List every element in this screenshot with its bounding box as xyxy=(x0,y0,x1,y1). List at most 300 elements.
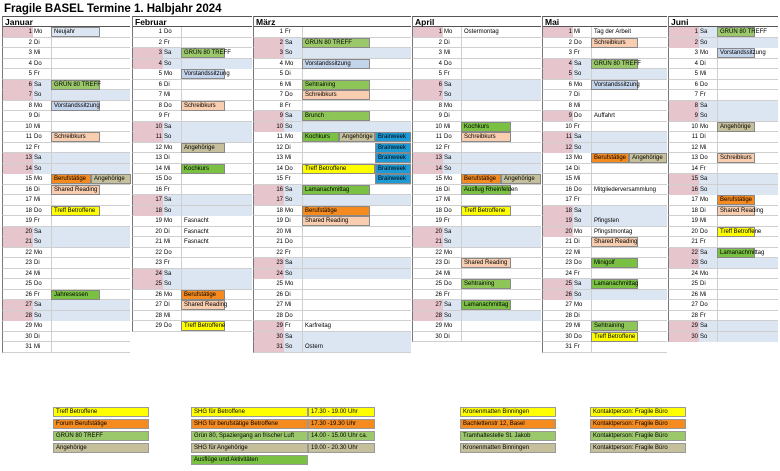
event-gruen80: GRÜN 80 TREFF xyxy=(181,48,225,58)
day-number: 24 xyxy=(565,270,572,277)
day-row xyxy=(412,80,541,91)
event-cell-empty xyxy=(181,153,252,163)
day-row xyxy=(253,342,411,353)
event-cell-empty xyxy=(51,122,130,132)
day-row xyxy=(412,164,541,175)
event-schreib: Shared Reading xyxy=(461,258,511,268)
day-row xyxy=(132,132,252,143)
day-number: 28 xyxy=(413,311,443,321)
weekday: Sa xyxy=(163,269,181,279)
event-cell-empty xyxy=(181,111,252,121)
day-number: 28 xyxy=(3,311,33,321)
day-number: 14 xyxy=(691,165,698,172)
weekday: Mi xyxy=(574,29,581,35)
event-cell-empty xyxy=(302,311,411,321)
weekday: Do xyxy=(574,186,582,193)
day-number: 10 xyxy=(254,122,284,132)
day-number: 14 xyxy=(155,165,162,172)
day-number: 11 xyxy=(435,134,442,140)
weekday: Mi xyxy=(444,50,451,56)
legend-time: 17.30 -19.30 Uhr xyxy=(308,419,375,429)
day-row xyxy=(2,111,130,122)
event-cell-empty xyxy=(717,143,778,153)
event-cell-empty xyxy=(591,69,667,79)
weekday: So xyxy=(163,132,181,142)
event-cell-empty xyxy=(461,80,541,90)
day-row xyxy=(412,90,541,101)
weekday: Mo xyxy=(34,102,43,109)
day-number: 29 xyxy=(155,323,162,329)
day-number: 27 xyxy=(276,302,283,308)
weekday: Mi xyxy=(164,239,171,245)
weekday: Mi xyxy=(574,102,581,109)
event-brunch: Sehtraining xyxy=(461,279,511,289)
weekday: Di xyxy=(285,144,291,151)
event-kochkurs: Jahresessen xyxy=(51,290,100,300)
day-number: 10 xyxy=(25,123,32,130)
weekday: Mi xyxy=(574,323,581,329)
day-row xyxy=(542,122,667,133)
event-cell-empty xyxy=(591,122,667,132)
day-number: 19 xyxy=(155,218,162,224)
day-number: 22 xyxy=(25,249,32,256)
event-none xyxy=(302,153,375,163)
weekday: Fr xyxy=(574,123,580,130)
day-row xyxy=(253,69,411,80)
legend-time: 19.00 - 20.30 Uhr xyxy=(308,443,375,453)
event-cell-empty xyxy=(302,279,411,289)
day-row xyxy=(668,311,778,322)
day-row xyxy=(132,27,252,38)
day-row xyxy=(253,143,411,154)
weekday: Mi xyxy=(700,144,707,151)
event-cell-empty xyxy=(181,38,252,48)
weekday: Fr xyxy=(164,186,170,193)
event-cell-empty xyxy=(302,227,411,237)
weekday: So xyxy=(573,143,591,153)
event-none xyxy=(302,174,375,184)
weekday: Do xyxy=(34,60,42,67)
day-number: 5 xyxy=(694,71,698,77)
day-number: 27 xyxy=(155,302,162,308)
event-vorstand: Vorstandssitzung xyxy=(591,80,638,90)
event-cell-empty xyxy=(181,279,252,289)
day-row xyxy=(253,27,411,38)
day-row xyxy=(2,290,130,301)
weekday: So xyxy=(163,206,181,216)
weekday: So xyxy=(443,311,461,321)
event-cell-empty xyxy=(461,216,541,226)
day-row xyxy=(668,101,778,112)
event-cell-empty xyxy=(181,248,252,258)
day-number: 4 xyxy=(133,59,163,69)
event-cell-empty xyxy=(51,143,130,153)
day-row xyxy=(253,132,411,143)
day-number: 29 xyxy=(435,323,442,329)
day-number: 28 xyxy=(565,312,572,319)
weekday: So xyxy=(573,69,591,79)
weekday: Mi xyxy=(444,197,451,203)
month-header: Februar xyxy=(132,16,252,27)
event-none: Tag der Arbeit xyxy=(591,27,667,37)
event-cell-empty xyxy=(461,290,541,300)
event-cell-empty xyxy=(51,59,130,69)
day-row xyxy=(2,27,130,38)
event-cell-empty xyxy=(51,111,130,121)
weekday: Mo xyxy=(574,155,583,161)
weekday: Fr xyxy=(285,323,291,329)
day-row xyxy=(542,185,667,196)
weekday: So xyxy=(284,122,302,132)
event-cell-empty xyxy=(461,321,541,331)
day-number: 20 xyxy=(543,227,573,237)
day-number: 1 xyxy=(3,27,33,37)
day-number: 13 xyxy=(413,153,443,163)
event-schreib: Shared Reading xyxy=(591,237,638,247)
weekday: Di xyxy=(164,155,170,161)
day-row xyxy=(412,300,541,311)
day-row xyxy=(668,269,778,280)
day-number: 3 xyxy=(438,50,442,56)
day-number: 6 xyxy=(568,81,572,88)
day-row xyxy=(668,258,778,269)
day-row xyxy=(542,332,667,343)
day-row xyxy=(412,269,541,280)
weekday: Do xyxy=(34,281,42,287)
event-cell-empty xyxy=(181,195,252,205)
weekday: Fr xyxy=(34,144,40,151)
day-number: 13 xyxy=(3,153,33,163)
day-number: 2 xyxy=(669,38,699,48)
day-number: 30 xyxy=(669,332,699,342)
day-number: 25 xyxy=(435,281,442,287)
event-schreib: Shared Reading xyxy=(302,216,370,226)
event-kochkurs: Lamanachmittag xyxy=(302,185,370,195)
day-number: 1 xyxy=(279,29,283,35)
day-row xyxy=(2,132,130,143)
day-row xyxy=(412,290,541,301)
event-kochkurs: Kochkurs xyxy=(302,132,339,142)
day-number: 4 xyxy=(28,60,32,67)
weekday: So xyxy=(443,237,461,247)
event-schreib: Shared Reading xyxy=(51,185,100,195)
day-number: 1 xyxy=(543,27,573,37)
weekday: Sa xyxy=(699,321,717,331)
legend-group: SHG für berufstätige Betroffene xyxy=(191,419,308,429)
event-cell-empty xyxy=(461,38,541,48)
day-number: 17 xyxy=(254,195,284,205)
day-number: 13 xyxy=(691,155,698,161)
weekday: Mo xyxy=(444,249,453,256)
day-number: 4 xyxy=(543,59,573,69)
weekday: Sa xyxy=(699,27,717,37)
weekday: Sa xyxy=(33,227,51,237)
day-row xyxy=(668,216,778,227)
weekday: Sa xyxy=(443,300,461,310)
event-cell-empty xyxy=(717,321,778,331)
event-cell-empty xyxy=(51,237,130,247)
weekday: Fr xyxy=(164,113,170,119)
day-row xyxy=(132,80,252,91)
event-treff: Treff Betroffene xyxy=(181,321,225,331)
event-cell-empty xyxy=(717,38,778,48)
day-number: 15 xyxy=(155,176,162,182)
day-row xyxy=(132,321,252,332)
weekday: So xyxy=(284,342,302,352)
day-row xyxy=(668,59,778,70)
day-number: 3 xyxy=(133,48,163,58)
day-row xyxy=(668,164,778,175)
event-angehoerige: Angehörige xyxy=(629,153,667,163)
day-row xyxy=(253,195,411,206)
weekday: Sa xyxy=(284,38,302,48)
month-header: Januar xyxy=(2,16,130,27)
event-cell-empty xyxy=(717,185,778,195)
weekday: Fr xyxy=(34,291,40,298)
day-number: 18 xyxy=(25,207,32,214)
day-number: 7 xyxy=(694,92,698,98)
day-row xyxy=(542,269,667,280)
event-cell-empty xyxy=(181,174,252,184)
weekday: Sa xyxy=(284,185,302,195)
day-row xyxy=(253,248,411,259)
day-row xyxy=(542,300,667,311)
event-cell-empty xyxy=(591,300,667,310)
event-cell-empty xyxy=(717,69,778,79)
weekday: Sa xyxy=(163,122,181,132)
day-number: 22 xyxy=(565,249,572,256)
weekday: Mo xyxy=(444,176,453,182)
event-cell-empty xyxy=(461,237,541,247)
weekday: Mo xyxy=(444,102,453,109)
day-number: 28 xyxy=(691,312,698,319)
day-row xyxy=(542,59,667,70)
event-cell-empty xyxy=(717,80,778,90)
event-none: Karfreitag xyxy=(302,321,411,331)
day-row xyxy=(132,195,252,206)
event-schreib: Schreibkurs xyxy=(717,153,755,163)
day-number: 25 xyxy=(276,281,283,287)
day-row xyxy=(2,206,130,217)
day-number: 15 xyxy=(276,176,283,182)
day-row xyxy=(412,69,541,80)
day-row xyxy=(2,237,130,248)
day-row xyxy=(668,122,778,133)
day-number: 5 xyxy=(158,71,162,77)
weekday: Sa xyxy=(284,111,302,121)
event-cell-empty xyxy=(302,332,411,342)
weekday: Mi xyxy=(34,123,41,130)
day-number: 16 xyxy=(25,186,32,193)
event-cell-empty xyxy=(302,27,411,37)
event-kochkurs: Ausflug Rheinfelden xyxy=(461,185,511,195)
day-number: 14 xyxy=(565,165,572,172)
weekday: Mi xyxy=(574,176,581,182)
day-number: 30 xyxy=(565,333,572,340)
day-row xyxy=(668,290,778,301)
weekday: Do xyxy=(700,155,708,161)
day-row xyxy=(412,195,541,206)
event-cell-empty xyxy=(717,111,778,121)
day-row xyxy=(412,174,541,185)
event-cell-empty xyxy=(51,153,130,163)
event-cell-empty xyxy=(51,332,130,342)
event-schreib: Shared Reading xyxy=(181,300,225,310)
month-header: März xyxy=(253,16,411,27)
event-cell-empty xyxy=(302,290,411,300)
weekday: Fr xyxy=(164,39,170,46)
event-cell-empty xyxy=(51,311,130,321)
weekday: Fr xyxy=(700,312,706,319)
event-cell-empty xyxy=(302,195,411,205)
day-number: 25 xyxy=(543,279,573,289)
weekday: Mo xyxy=(164,71,173,77)
weekday: Sa xyxy=(33,153,51,163)
day-number: 7 xyxy=(413,90,443,100)
day-row xyxy=(132,206,252,217)
weekday: Fr xyxy=(574,197,580,203)
day-row xyxy=(412,153,541,164)
day-number: 16 xyxy=(254,185,284,195)
event-kochkurs: Lamanachmittag xyxy=(461,300,511,310)
day-number: 22 xyxy=(669,248,699,258)
day-row xyxy=(542,290,667,301)
day-row xyxy=(668,195,778,206)
day-row xyxy=(542,237,667,248)
weekday: Di xyxy=(164,302,170,308)
day-row xyxy=(132,59,252,70)
day-number: 10 xyxy=(565,123,572,130)
day-row xyxy=(2,321,130,332)
day-row xyxy=(412,143,541,154)
event-cell-empty xyxy=(51,279,130,289)
day-number: 17 xyxy=(133,195,163,205)
day-number: 22 xyxy=(435,249,442,256)
weekday: Mo xyxy=(574,81,583,88)
event-angehoerige: Angehörige xyxy=(181,143,225,153)
weekday: Mi xyxy=(285,302,292,308)
weekday: Di xyxy=(444,186,450,193)
day-row xyxy=(412,216,541,227)
day-number: 14 xyxy=(3,164,33,174)
weekday: Di xyxy=(34,260,40,266)
weekday: Fr xyxy=(700,92,706,98)
day-number: 26 xyxy=(543,290,573,300)
day-number: 29 xyxy=(565,323,572,329)
event-treff: Treff Betroffene xyxy=(461,206,511,216)
event-cell-empty xyxy=(717,269,778,279)
day-number: 30 xyxy=(25,333,32,340)
weekday: Sa xyxy=(443,153,461,163)
weekday: Sa xyxy=(699,248,717,258)
event-vorstand: Vorstandssitzung xyxy=(181,69,225,79)
event-vorstand: Vorstandssitzung xyxy=(302,59,370,69)
event-cell-empty xyxy=(461,248,541,258)
weekday: Di xyxy=(700,134,706,140)
day-number: 9 xyxy=(669,111,699,121)
day-number: 27 xyxy=(565,302,572,308)
weekday: So xyxy=(573,290,591,300)
day-number: 7 xyxy=(3,90,33,100)
event-none: Fasnacht xyxy=(181,237,252,247)
weekday: Fr xyxy=(700,239,706,245)
weekday: Mi xyxy=(34,344,41,350)
event-none: Pfingstmontag xyxy=(591,227,667,237)
day-number: 4 xyxy=(694,60,698,67)
weekday: Mi xyxy=(444,123,451,130)
day-number: 20 xyxy=(691,228,698,235)
weekday: Mo xyxy=(164,291,173,298)
day-number: 2 xyxy=(28,39,32,46)
day-row xyxy=(253,122,411,133)
event-treff: Treff Betroffene xyxy=(302,164,375,174)
event-cell-empty xyxy=(591,132,667,142)
legend-time: 17.30 - 19.00 Uhr xyxy=(308,407,375,417)
day-row xyxy=(132,311,252,322)
day-number: 16 xyxy=(669,185,699,195)
day-row xyxy=(668,174,778,185)
weekday: Do xyxy=(164,29,172,35)
event-forum: Berufstätige xyxy=(461,174,501,184)
weekday: Sa xyxy=(163,195,181,205)
event-cell-empty xyxy=(461,164,541,174)
day-number: 12 xyxy=(691,144,698,151)
event-schreib: Shared Reading xyxy=(717,206,755,216)
day-row xyxy=(668,143,778,154)
event-cell-empty xyxy=(591,195,667,205)
weekday: Mi xyxy=(700,291,707,298)
day-row xyxy=(253,164,411,175)
day-row xyxy=(2,185,130,196)
day-row xyxy=(542,90,667,101)
day-row xyxy=(412,332,541,343)
day-number: 15 xyxy=(435,176,442,182)
event-cell-empty xyxy=(717,90,778,100)
day-number: 6 xyxy=(158,81,162,88)
day-row xyxy=(2,248,130,259)
day-row xyxy=(253,216,411,227)
weekday: Mo xyxy=(34,323,43,329)
event-none: Fasnacht xyxy=(181,227,252,237)
event-cell-empty xyxy=(717,174,778,184)
event-cell-empty xyxy=(591,48,667,58)
day-row xyxy=(412,185,541,196)
event-cell-empty xyxy=(717,311,778,321)
day-number: 24 xyxy=(133,269,163,279)
event-forum: Berufstätige xyxy=(51,174,91,184)
day-number: 19 xyxy=(691,218,698,224)
day-row xyxy=(412,248,541,259)
legend-place: Tramhaltestelle St. Jakob xyxy=(460,431,556,441)
day-number: 5 xyxy=(438,71,442,77)
weekday: So xyxy=(699,332,717,342)
legend-group: SHG für Betroffene xyxy=(191,407,308,417)
weekday: Fr xyxy=(34,218,40,224)
day-row xyxy=(132,111,252,122)
weekday: Sa xyxy=(443,80,461,90)
weekday: Sa xyxy=(284,332,302,342)
day-number: 1 xyxy=(413,27,443,37)
weekday: Di xyxy=(574,312,580,319)
day-number: 6 xyxy=(3,80,33,90)
weekday: Fr xyxy=(285,29,291,35)
legend-group: SHG für Angehörige xyxy=(191,443,308,453)
day-row xyxy=(668,69,778,80)
event-angehoerige: Angehörige xyxy=(717,122,755,132)
event-cell-empty xyxy=(302,248,411,258)
weekday: Do xyxy=(285,165,293,172)
day-number: 5 xyxy=(28,71,32,77)
